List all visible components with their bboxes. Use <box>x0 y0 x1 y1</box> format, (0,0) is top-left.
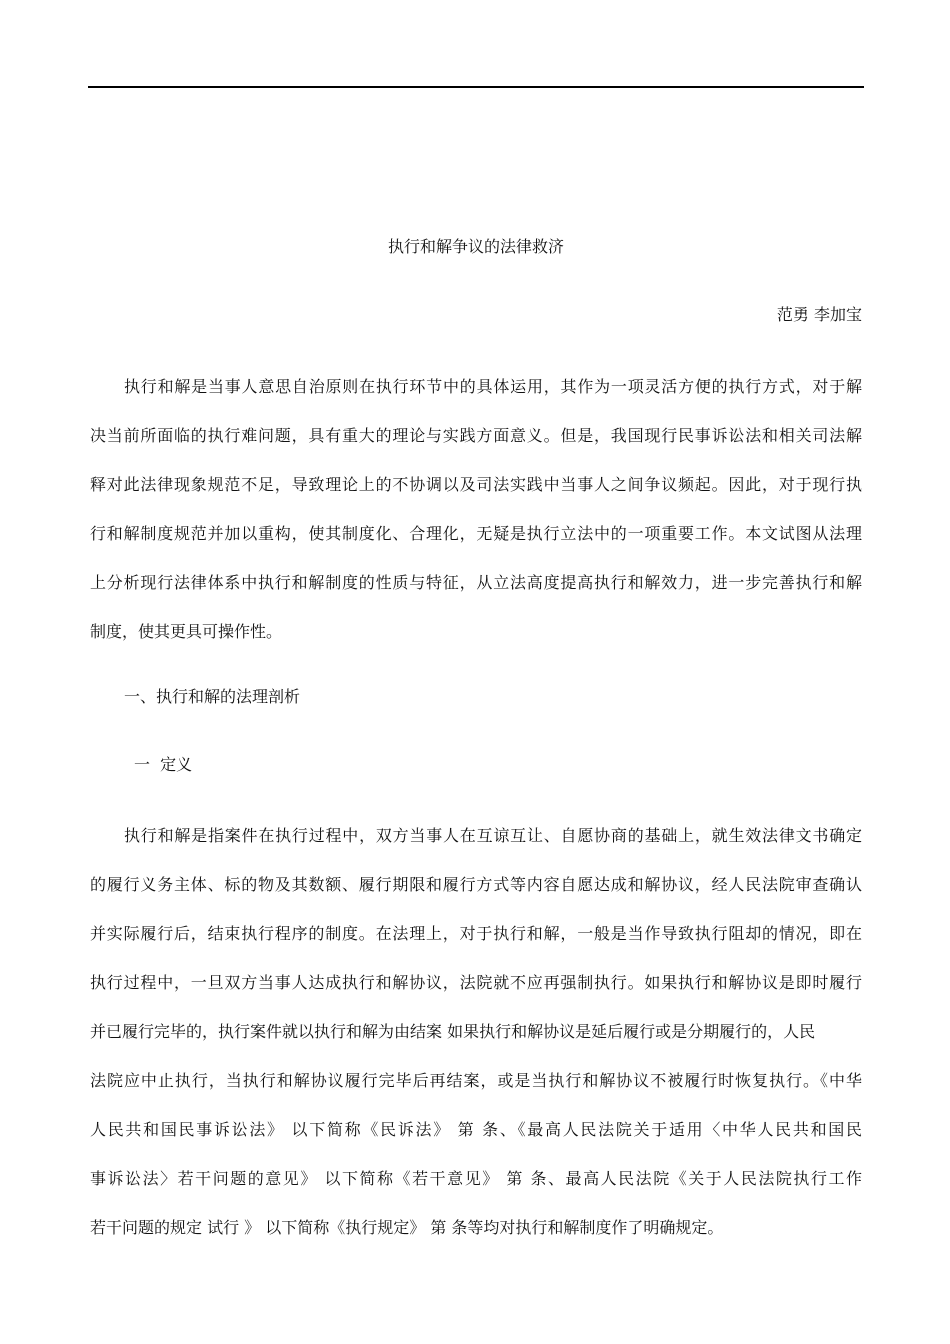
paragraph-2-line: 事诉讼法〉若干问题的意见》 以下简称《若干意见》 第 条、最高人民法院《关于人民法院执行工作 <box>90 1169 862 1188</box>
paragraph-2-line: 执行过程中，一旦双方当事人达成执行和解协议，法院就不应再强制执行。如果执行和解协议是即时履行 <box>90 973 862 992</box>
paragraph-2-line: 执行和解是指案件在执行过程中，双方当事人在互谅互让、自愿协商的基础上，就生效法律文书确定 <box>124 826 862 845</box>
subsection-heading: 一 定义 <box>134 755 193 774</box>
paragraph-2-line: 并实际履行后，结束执行程序的制度。在法理上，对于执行和解，一般是当作导致执行阻却的情况，即在 <box>90 924 862 943</box>
header-rule <box>88 86 864 88</box>
paragraph-2-line: 法院应中止执行，当执行和解协议履行完毕后再结案，或是当执行和解协议不被履行时恢复执行。《中华 <box>90 1071 862 1090</box>
document-title: 执行和解争议的法律救济 <box>387 237 564 256</box>
paragraph-1-line: 行和解制度规范并加以重构，使其制度化、合理化，无疑是执行立法中的一项重要工作。本文试图从法理 <box>90 524 862 543</box>
paragraph-2-line: 若干问题的规定 试行 》 以下简称《执行规定》 第 条等均对执行和解制度作了明确规定。 <box>90 1218 724 1237</box>
section-heading: 一、执行和解的法理剖析 <box>124 687 301 706</box>
document-authors: 范勇 李加宝 <box>776 305 862 324</box>
paragraph-1-line: 决当前所面临的执行难问题，具有重大的理论与实践方面意义。但是，我国现行民事诉讼法和相关司法解 <box>90 426 862 445</box>
paragraph-1-line: 执行和解是当事人意思自治原则在执行环节中的具体运用，其作为一项灵活方便的执行方式，对于解 <box>124 377 862 396</box>
paragraph-2-line: 人民共和国民事诉讼法》 以下简称《民诉法》 第 条、《最高人民法院关于适用〈中华人民共和国民 <box>90 1120 862 1139</box>
paragraph-2-line: 的履行义务主体、标的物及其数额、履行期限和履行方式等内容自愿达成和解协议，经人民法院审查确认 <box>90 875 862 894</box>
paragraph-1-line: 制度，使其更具可操作性。 <box>90 622 283 641</box>
paragraph-2-line: 并已履行完毕的，执行案件就以执行和解为由结案 如果执行和解协议是延后履行或是分期履行的，人民 <box>90 1022 816 1041</box>
paragraph-1-line: 上分析现行法律体系中执行和解制度的性质与特征，从立法高度提高执行和解效力，进一步完善执行和解 <box>90 573 862 592</box>
paragraph-1-line: 释对此法律现象规范不足，导致理论上的不协调以及司法实践中当事人之间争议频起。因此，对于现行执 <box>90 475 862 494</box>
